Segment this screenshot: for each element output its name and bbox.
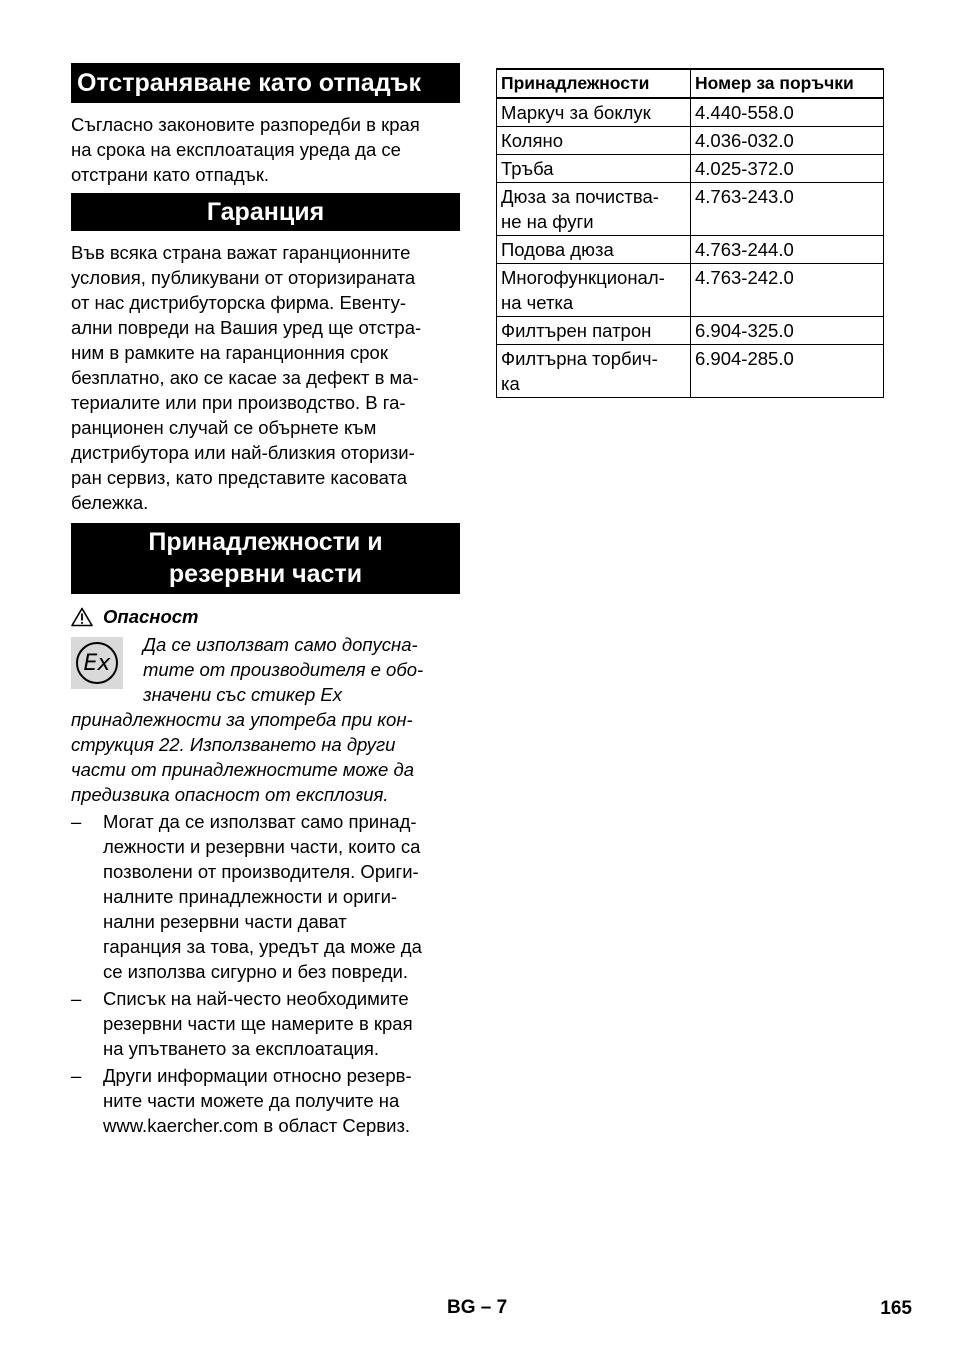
text-line: ран сервиз, като представите касовата [71, 467, 407, 488]
warranty-heading: Гаранция [71, 193, 460, 231]
cell-line: Коляно [501, 130, 563, 151]
disposal-heading: Отстраняване като отпадък [71, 63, 460, 103]
cell-line: Многофункционал- [501, 267, 665, 288]
text-line: части от принадлежностите може да [71, 759, 414, 780]
accessories-table [496, 68, 884, 398]
accessory-name-cell [497, 155, 691, 183]
warranty-text [71, 240, 460, 515]
text-line: на упътването за експлоатация. [103, 1038, 380, 1059]
text-line: www.kaercher.com в област Сервиз. [103, 1115, 411, 1136]
text-line: Съгласно законовите разпоредби в края [71, 114, 420, 135]
table-row [497, 127, 884, 155]
text-line: от нас дистрибуторска фирма. Евенту- [71, 292, 407, 313]
order-number-cell: 6.904-325.0 [691, 317, 884, 345]
text-line: отстрани като отпадък. [71, 164, 270, 185]
table-row [497, 98, 884, 127]
accessory-name-cell [497, 127, 691, 155]
table-row [497, 236, 884, 264]
ex-explosion-protection-icon [71, 637, 123, 689]
column-header-order-number: Номер за поръчки [691, 69, 884, 98]
order-number-cell: 4.440-558.0 [691, 98, 884, 127]
text-line: ним в рамките на гаранционния срок [71, 342, 388, 363]
text-line: резервни части ще намерите в края [103, 1013, 413, 1034]
accessory-name-cell [497, 98, 691, 127]
text-line: лежности и резервни части, които са [103, 836, 421, 857]
text-line: ните части можете да получите на [103, 1090, 400, 1111]
text-line: гаранция за това, уредът да може да [103, 936, 422, 957]
danger-label-text: Опасност [103, 606, 199, 627]
text-line: струкция 22. Използването на други [71, 734, 396, 755]
list-item [71, 809, 460, 984]
accessory-name-cell [497, 345, 691, 398]
table-header-row [497, 69, 884, 98]
accessory-name-cell [497, 264, 691, 317]
order-number-cell: 4.036-032.0 [691, 127, 884, 155]
text-line: дистрибутора или най-близкия оторизи- [71, 442, 415, 463]
cell-line: ка [501, 373, 520, 394]
cell-line: Филтърна торбич- [501, 348, 658, 369]
danger-label [71, 604, 460, 630]
order-number-cell: 6.904-285.0 [691, 345, 884, 398]
table-row [497, 264, 884, 317]
footer-page-number: 165 [880, 1298, 912, 1319]
text-line: позволени от производителя. Ориги- [103, 861, 419, 882]
text-line: налните принадлежности и ориги- [103, 886, 398, 907]
text-line: се използва сигурно и без повреди. [103, 961, 408, 982]
list-item [71, 986, 460, 1061]
table-row [497, 155, 884, 183]
table-row [497, 345, 884, 398]
heading-line: Принадлежности и [148, 528, 383, 556]
text-line: ранционен случай се обърнете към [71, 417, 377, 438]
text-line: – Други информации относно резерв- [103, 1065, 412, 1086]
text-line: ални повреди на Вашия уред ще отстра- [71, 317, 422, 338]
text-line: – Могат да се използват само принад- [103, 811, 417, 832]
text-line: бележка. [71, 492, 149, 513]
text-line: тите от производителя е обо- [143, 659, 424, 680]
cell-line: Дюза за почиства- [501, 186, 659, 207]
order-number-cell: 4.763-244.0 [691, 236, 884, 264]
cell-line: Маркуч за боклук [501, 102, 651, 123]
left-column [71, 63, 460, 1138]
table-row [497, 183, 884, 236]
text-line: Във всяка страна важат гаранционните [71, 242, 411, 263]
footer-section-code: BG – 7 [447, 1297, 508, 1318]
text-line: Да се използват само допусна- [143, 634, 418, 655]
cell-line: Филтърен патрон [501, 320, 652, 341]
text-line: безплатно, ако се касае за дефект в ма- [71, 367, 419, 388]
accessory-name-cell [497, 183, 691, 236]
right-column [496, 68, 884, 398]
text-line: – Списък на най-често необходимите [103, 988, 409, 1009]
cell-line: не на фуги [501, 211, 594, 232]
list-item [71, 1063, 460, 1138]
cell-line: на четка [501, 292, 574, 313]
text-line: териалите или при производство. В га- [71, 392, 406, 413]
ex-icon-label: Ex [76, 642, 118, 684]
warning-triangle-icon [71, 607, 93, 627]
order-number-cell: 4.763-242.0 [691, 264, 884, 317]
order-number-cell: 4.025-372.0 [691, 155, 884, 183]
text-line: принадлежности за употреба при кон- [71, 709, 413, 730]
text-line: нални резервни части дават [103, 911, 347, 932]
disposal-text [71, 112, 460, 187]
text-line: предизвика опасност от експлозия. [71, 784, 389, 805]
heading-line: резервни части [168, 560, 363, 588]
cell-line: Подова дюза [501, 239, 614, 260]
column-header-accessory: Принадлежности [497, 69, 691, 98]
text-line: значени със стикер Ex [143, 684, 343, 705]
order-number-cell: 4.763-243.0 [691, 183, 884, 236]
text-line: условия, публикувани от оторизираната [71, 267, 416, 288]
text-line: на срока на експлоатация уреда да се [71, 139, 401, 160]
accessories-bullet-list [71, 809, 460, 1138]
danger-text [71, 632, 460, 807]
accessories-heading [71, 523, 460, 594]
table-row [497, 317, 884, 345]
accessory-name-cell [497, 317, 691, 345]
accessory-name-cell [497, 236, 691, 264]
cell-line: Тръба [501, 158, 554, 179]
